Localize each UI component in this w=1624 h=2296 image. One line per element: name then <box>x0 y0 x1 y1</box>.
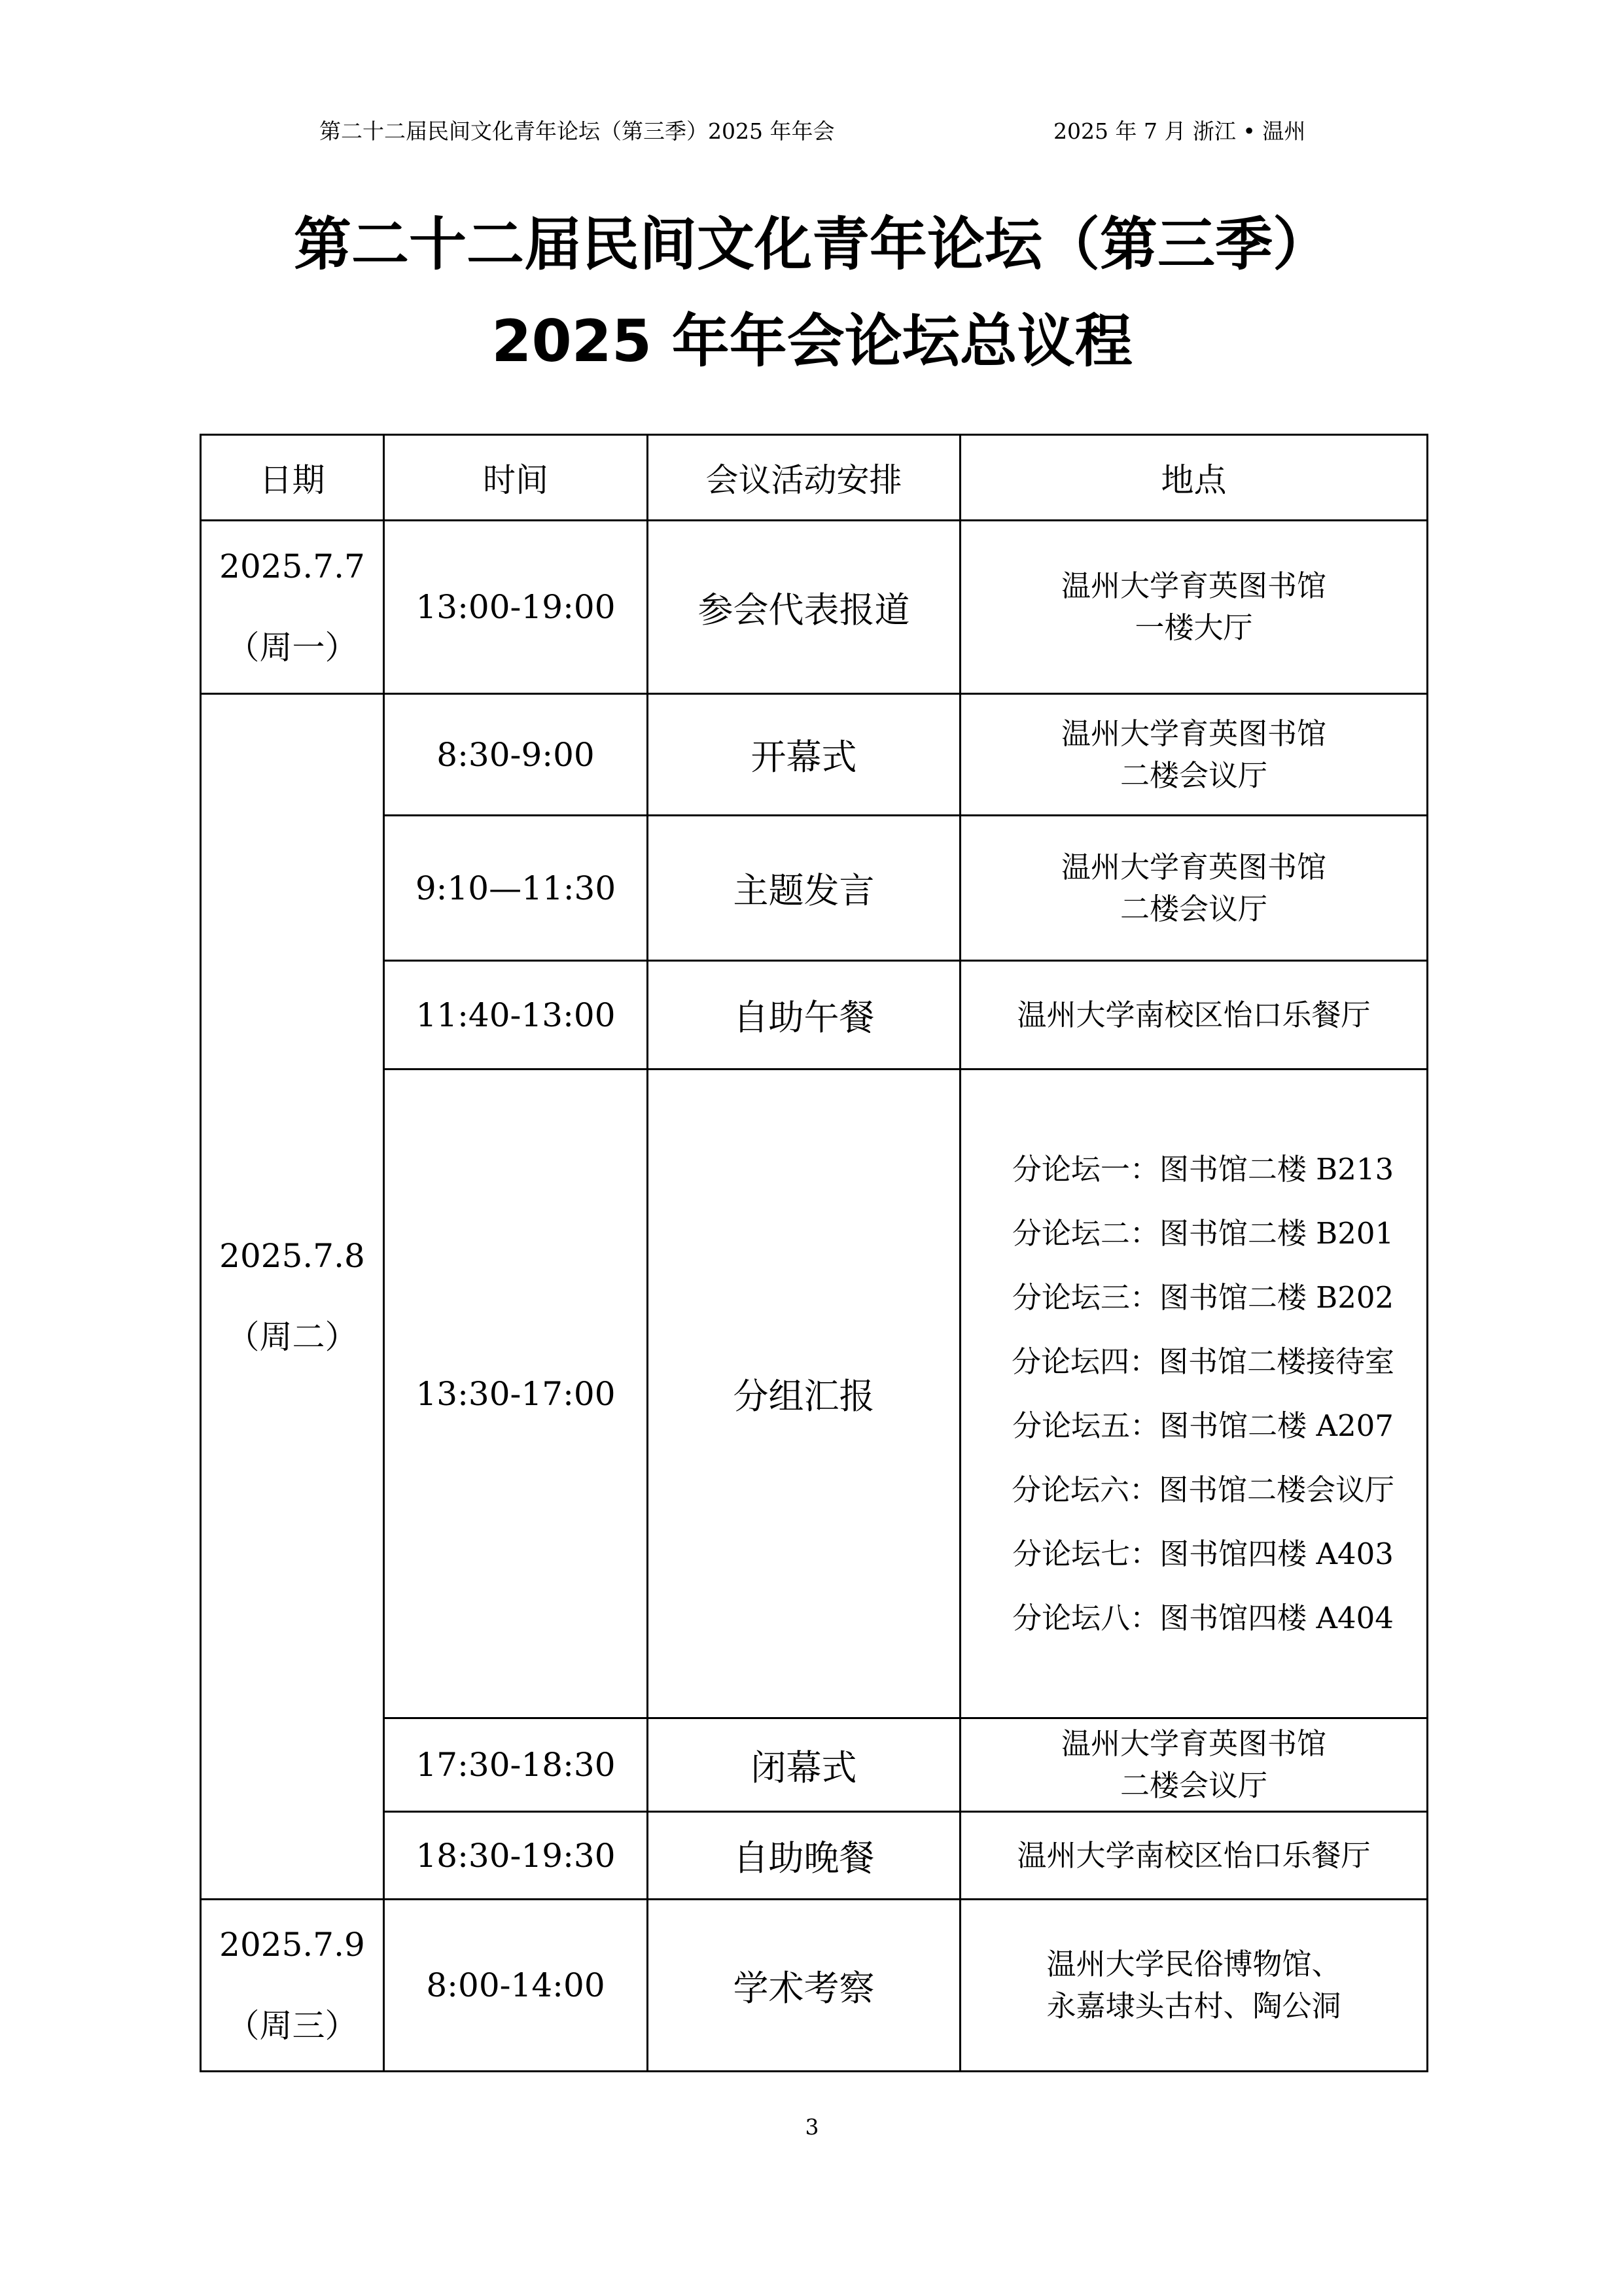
date-text: 2025.7.7 <box>219 548 365 585</box>
date-cell <box>201 1900 384 2072</box>
location-line: 温州大学育英图书馆 <box>1061 849 1326 884</box>
location-line: 温州大学育英图书馆 <box>1061 716 1326 751</box>
activity-cell: 主题发言 <box>648 816 961 961</box>
title-line-1: 第二十二届民间文化青年论坛（第三季） <box>293 211 1330 278</box>
table-row <box>201 816 1428 961</box>
activity-cell: 开幕式 <box>648 694 961 816</box>
header-date-place: 2025 年 7 月 浙江 • 温州 <box>1053 118 1306 144</box>
sub-forum-item: 分论坛五：图书馆二楼 A207 <box>1012 1408 1394 1443</box>
table-row <box>201 961 1428 1070</box>
activity-cell: 自助午餐 <box>648 961 961 1070</box>
date-text: 2025.7.8 <box>219 1237 365 1275</box>
date-cell <box>201 521 384 694</box>
sub-forum-item: 分论坛六：图书馆二楼会议厅 <box>1011 1472 1394 1507</box>
location-cell <box>961 694 1428 816</box>
column-header-location: 地点 <box>961 435 1428 521</box>
location-line: 二楼会议厅 <box>1120 757 1267 793</box>
location-line: 温州大学育英图书馆 <box>1061 1726 1326 1761</box>
time-cell: 9:10—11:30 <box>384 816 648 961</box>
table-row <box>201 694 1428 816</box>
table-row <box>201 521 1428 694</box>
running-header <box>0 114 1624 154</box>
time-cell: 8:30-9:00 <box>384 694 648 816</box>
location-line: 二楼会议厅 <box>1120 1768 1267 1803</box>
time-cell: 18:30-19:30 <box>384 1812 648 1900</box>
page-number: 3 <box>805 2114 819 2140</box>
agenda-table <box>200 434 1428 2072</box>
location-cell <box>961 1718 1428 1812</box>
sub-forum-item: 分论坛八：图书馆四楼 A404 <box>1012 1600 1394 1635</box>
time-cell: 17:30-18:30 <box>384 1718 648 1812</box>
date-cell <box>201 694 384 1900</box>
sub-forum-item: 分论坛四：图书馆二楼接待室 <box>1011 1344 1394 1379</box>
document-title <box>0 196 1624 390</box>
location-cell <box>961 1812 1428 1900</box>
time-cell: 11:40-13:00 <box>384 961 648 1070</box>
location-cell <box>961 1900 1428 2072</box>
activity-cell: 自助晚餐 <box>648 1812 961 1900</box>
date-text: 2025.7.9 <box>219 1926 365 1964</box>
location-line: 永嘉埭头古村、陶公洞 <box>1046 1989 1341 2023</box>
column-header-time: 时间 <box>384 435 648 521</box>
activity-cell: 闭幕式 <box>648 1718 961 1812</box>
time-cell: 13:00-19:00 <box>384 521 648 694</box>
table-row <box>201 1070 1428 1718</box>
time-cell: 8:00-14:00 <box>384 1900 648 2072</box>
header-conference-name: 第二十二届民间文化青年论坛（第三季）2025 年年会 <box>319 118 835 144</box>
location-line: 温州大学南校区怡口乐餐厅 <box>1017 1837 1371 1873</box>
table-row <box>201 1718 1428 1812</box>
weekday-text: （周二） <box>226 1318 358 1356</box>
location-line: 二楼会议厅 <box>1120 891 1267 926</box>
weekday-text: （周一） <box>226 629 358 667</box>
sub-forum-item: 分论坛一：图书馆二楼 B213 <box>1012 1151 1394 1187</box>
activity-cell: 分组汇报 <box>648 1070 961 1718</box>
location-line: 温州大学民俗博物馆、 <box>1046 1947 1341 1981</box>
location-line: 温州大学育英图书馆 <box>1061 568 1326 603</box>
location-cell <box>961 961 1428 1070</box>
table-header-row <box>201 435 1428 521</box>
location-cell <box>961 816 1428 961</box>
location-line: 温州大学南校区怡口乐餐厅 <box>1017 997 1371 1032</box>
column-header-date: 日期 <box>201 435 384 521</box>
table-row <box>201 1812 1428 1900</box>
activity-cell: 学术考察 <box>648 1900 961 2072</box>
sub-forum-location-list <box>961 1070 1428 1718</box>
sub-forum-item: 分论坛七：图书馆四楼 A403 <box>1012 1536 1394 1571</box>
sub-forum-item: 分论坛二：图书馆二楼 B201 <box>1012 1215 1394 1251</box>
time-cell: 13:30-17:00 <box>384 1070 648 1718</box>
table-row <box>201 1900 1428 2072</box>
location-cell <box>961 521 1428 694</box>
location-line: 一楼大厅 <box>1135 610 1253 645</box>
title-line-2: 2025 年年会论坛总议程 <box>491 307 1133 375</box>
column-header-activity: 会议活动安排 <box>648 435 961 521</box>
sub-forum-item: 分论坛三：图书馆二楼 B202 <box>1012 1279 1394 1315</box>
activity-cell: 参会代表报道 <box>648 521 961 694</box>
weekday-text: （周三） <box>226 2007 358 2045</box>
